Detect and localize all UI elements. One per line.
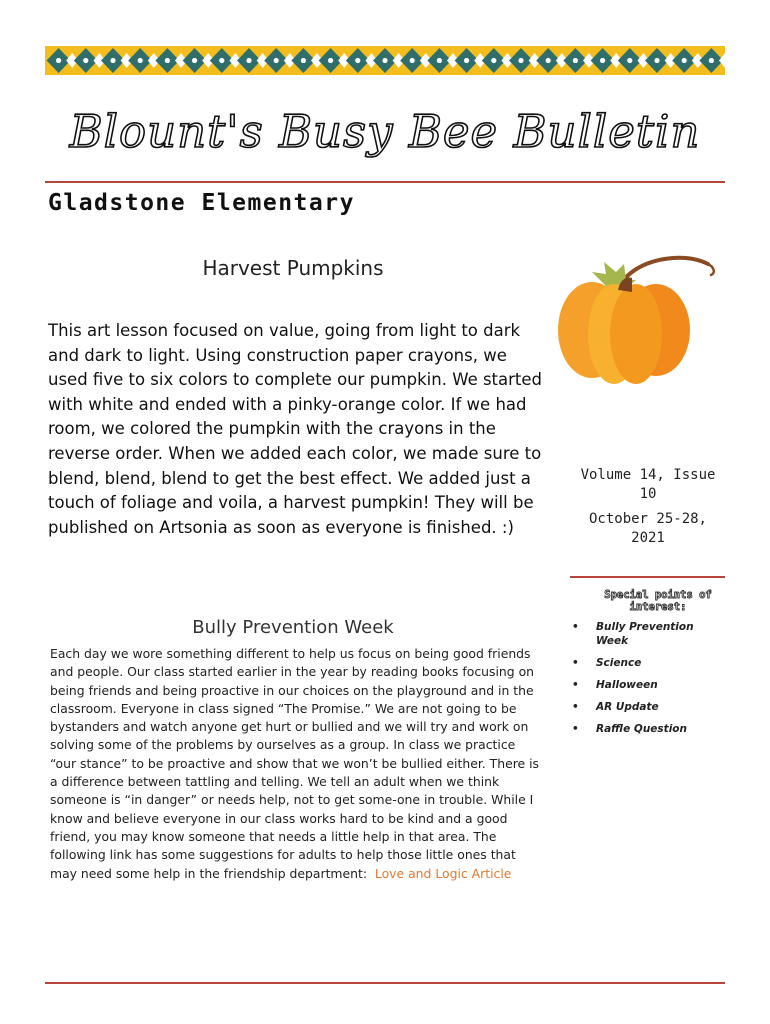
sidebar-divider [570,576,725,578]
list-item [572,722,722,736]
banner-dot [192,58,197,63]
bully-article-body [50,645,540,883]
harvest-article-body: This art lesson focused on value, going from light to dark and dark to light. Using construction paper crayons, we used five to six colors to complete our pumpkin. We started with white and ended with a pinky-orange color. If we had room, we colored the pumpkin with the crayons in the reverse order. When we added each color, we made sure to blend, blend, blend to get the best effect. We added just a touch of foliage and voila, a harvest pumpkin! They will be published on Artsonia as soon as everyone is finished. :) [48,321,543,537]
list-item-label: Halloween [596,679,658,691]
banner-dot [56,58,61,63]
issue-date: October 25-28, 2021 [588,511,707,546]
special-points-list [572,620,722,744]
banner-dot [328,58,333,63]
bully-article-title: Bully Prevention Week [192,617,394,638]
banner-dot [546,58,551,63]
banner-dot [138,58,143,63]
bully-article-text: Each day we wore something different to help us focus on being good friends and people. Our class started earlier in the year by reading books focusing on being friends and being proactive in our choices on the playground and in the classroom. Everyone in class signed “The Promise.” We are not going to be bystanders and watch anyone get hurt or bullied and we will try and work on solving some of the problems by ourselves as a group. In class we practice “our stance” to be proactive and show that we won’t be bullied either. There is a difference between tattling and telling. We tell an adult when we think someone is “in danger” or needs help, not to get some-one in trouble. While I know and believe everyone in our class works hard to be kind and a good friend, you may know someone that needs a little help in that area. The following link has some suggestions for adults to help those little ones that may need some help in the friendship department: [50,646,539,881]
bullet-icon: • [572,723,579,735]
bullet-icon: • [572,621,579,633]
masthead [45,92,725,172]
love-and-logic-link[interactable]: Love and Logic Article [374,865,512,881]
special-points-heading: Special points of interest: [604,589,712,613]
banner-dot [491,58,496,63]
list-item-label: AR Update [596,701,659,713]
list-item-label: Raffle Question [596,723,687,735]
list-item [572,620,722,648]
banner-dot [627,58,632,63]
banner-dot [600,58,605,63]
volume-issue: Volume 14, Issue 10 [580,467,716,502]
bullet-icon: • [572,679,579,691]
banner-dot [274,58,279,63]
banner-dot [518,58,523,63]
footer-divider [45,982,725,984]
list-item [572,678,722,692]
list-item-label: Science [596,657,642,669]
banner-dot [410,58,415,63]
banner-dot [83,58,88,63]
banner-dot [165,58,170,63]
banner-dot [682,58,687,63]
harvest-article-title: Harvest Pumpkins [202,256,384,280]
diamond-pattern-icon [45,46,725,75]
banner-small-diamond [719,53,725,68]
banner-dot [110,58,115,63]
school-name: Gladstone Elementary [48,190,355,216]
banner-dot [709,58,714,63]
banner-dot [382,58,387,63]
pumpkin-icon [548,250,720,390]
list-item [572,700,722,714]
banner-dot [355,58,360,63]
newsletter-title: Blount's Busy Bee Bulletin [69,105,701,158]
list-item [572,656,722,670]
banner-dot [246,58,251,63]
bullet-icon: • [572,657,579,669]
banner-dot [654,58,659,63]
list-item-label: Bully Prevention Week [596,621,694,647]
bullet-icon: • [572,701,579,713]
banner-dot [573,58,578,63]
banner-dot [437,58,442,63]
banner-dot [301,58,306,63]
banner-dot [219,58,224,63]
header-divider [45,181,725,183]
banner-dot [464,58,469,63]
decorative-diamond-banner [45,46,725,75]
